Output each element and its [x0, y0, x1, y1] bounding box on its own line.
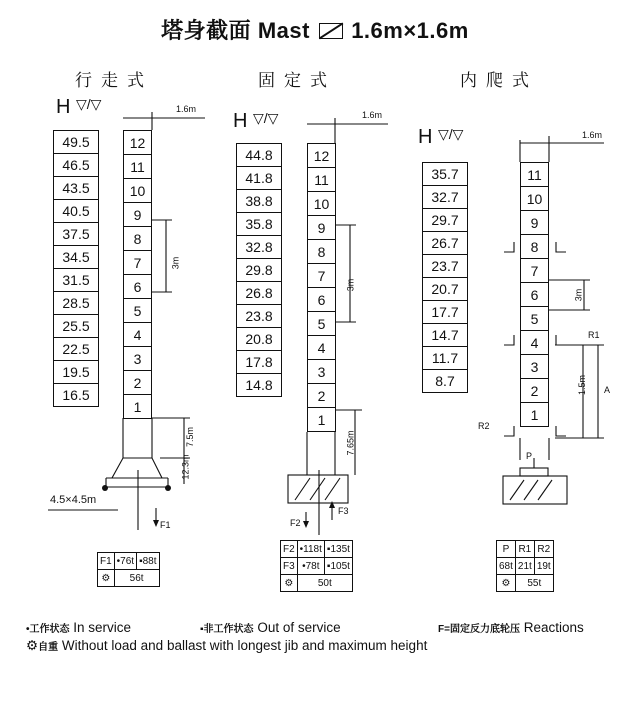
table-cell: 29.8 [237, 259, 282, 282]
table-cell: 17.7 [423, 301, 468, 324]
table-cell: 1 [521, 403, 549, 427]
table-cell: 1 [308, 408, 336, 432]
table-cell: 20.8 [237, 328, 282, 351]
walking-reaction-table: F1 •76t ▪88t ⚙ 56t [97, 552, 160, 587]
fixed-force-f3: F3 [338, 506, 349, 516]
table-cell: 10 [521, 187, 549, 211]
table-cell: 11 [308, 168, 336, 192]
self-weight-icon: ⚙ [281, 575, 298, 592]
fixed-reaction-table: F2 •118t ▪135t F3 •78t ▪105t ⚙ 50t [280, 540, 353, 592]
table-cell: 11 [124, 155, 152, 179]
table-cell: 1 [124, 395, 152, 419]
table-cell: 8 [124, 227, 152, 251]
climbing-label-a: A [604, 385, 611, 395]
table-cell: 11.7 [423, 347, 468, 370]
table-cell: 3 [308, 360, 336, 384]
legend-self-weight: ⚙自重 Without load and ballast with longest jib and maximum height [26, 638, 428, 653]
self-weight-icon: ⚙ [26, 638, 39, 653]
table-cell: 43.5 [54, 177, 99, 200]
table-cell: 49.5 [54, 131, 99, 154]
table-cell: 26.8 [237, 282, 282, 305]
walking-height-label: H ▽/▽ [56, 96, 102, 118]
table-cell: 9 [521, 211, 549, 235]
self-weight-icon: ⚙ [98, 570, 115, 587]
table-cell: 14.7 [423, 324, 468, 347]
walking-base-dim-1: 7.5m [185, 426, 196, 448]
table-cell: 2 [308, 384, 336, 408]
table-cell: 7 [521, 259, 549, 283]
climbing-r2-label: R2 [478, 421, 490, 431]
walking-section-dim: 3m [170, 256, 181, 270]
fixed-width-dim: 1.6m [362, 110, 383, 120]
table-cell: 4 [308, 336, 336, 360]
climbing-section-dim: 3m [573, 288, 584, 302]
table-cell: 23.8 [237, 305, 282, 328]
table-cell: 26.7 [423, 232, 468, 255]
legend-in-service: •工作状态 In service [26, 620, 132, 635]
walking-force-label: F1 [160, 520, 171, 530]
walking-base-size: 4.5×4.5m [50, 494, 97, 506]
table-cell: 4 [124, 323, 152, 347]
table-cell: 12 [308, 144, 336, 168]
climbing-15m-dim: 1.5m [577, 374, 588, 396]
table-cell: 10 [308, 192, 336, 216]
table-cell: 29.7 [423, 209, 468, 232]
table-cell: 8 [308, 240, 336, 264]
climbing-p-label: P [526, 451, 533, 461]
table-cell: 6 [308, 288, 336, 312]
table-cell: 7 [124, 251, 152, 275]
table-cell: 23.7 [423, 255, 468, 278]
table-cell: 3 [521, 355, 549, 379]
fixed-force-f2: F2 [290, 518, 301, 528]
table-cell: 16.5 [54, 384, 99, 407]
table-cell: 40.5 [54, 200, 99, 223]
table-cell: 31.5 [54, 269, 99, 292]
table-cell: 19.5 [54, 361, 99, 384]
table-cell: 32.7 [423, 186, 468, 209]
climbing-r1-label: R1 [588, 330, 600, 340]
table-cell: 11 [521, 163, 549, 187]
table-cell: 22.5 [54, 338, 99, 361]
table-cell: 2 [124, 371, 152, 395]
fixed-height-label: H ▽/▽ [233, 110, 279, 132]
table-cell: 3 [124, 347, 152, 371]
hook-icon: ▽/▽ [438, 126, 464, 142]
fixed-base-dim: 7.65m [345, 430, 356, 456]
table-cell: 35.7 [423, 163, 468, 186]
table-cell: 9 [124, 203, 152, 227]
table-cell: 37.5 [54, 223, 99, 246]
climbing-reaction-table: P R1 R2 68t 21t 19t ⚙ 55t [496, 540, 554, 592]
table-cell: 28.5 [54, 292, 99, 315]
walking-title: 行走式 [75, 71, 153, 90]
table-cell: 8 [521, 235, 549, 259]
table-cell: 12 [124, 131, 152, 155]
hook-icon: ▽/▽ [76, 96, 102, 112]
table-cell: 41.8 [237, 167, 282, 190]
table-cell: 25.5 [54, 315, 99, 338]
table-cell: 38.8 [237, 190, 282, 213]
climbing-width-dim: 1.6m [582, 130, 603, 140]
table-cell: 32.8 [237, 236, 282, 259]
table-cell: 6 [124, 275, 152, 299]
table-cell: 7 [308, 264, 336, 288]
table-cell: 17.8 [237, 351, 282, 374]
table-cell: 20.7 [423, 278, 468, 301]
legend-out-of-service: ▪非工作状态 Out of service [200, 620, 341, 635]
walking-base-dim-2: 12.3m [180, 454, 191, 480]
walking-width-dim: 1.6m [176, 104, 197, 114]
table-cell: 5 [308, 312, 336, 336]
fixed-section-dim: 3m [345, 278, 356, 292]
legend-reactions: F=固定反力底轮压 Reactions [438, 620, 584, 635]
hook-icon: ▽/▽ [253, 110, 279, 126]
table-cell: 46.5 [54, 154, 99, 177]
self-weight-icon: ⚙ [497, 575, 516, 592]
table-cell: 5 [521, 307, 549, 331]
fixed-title: 固定式 [258, 71, 336, 90]
page-title: 塔身截面 Mast 1.6m×1.6m [161, 18, 469, 43]
table-cell: 10 [124, 179, 152, 203]
climbing-height-label: H ▽/▽ [418, 126, 464, 148]
table-cell: 14.8 [237, 374, 282, 397]
table-cell: 35.8 [237, 213, 282, 236]
table-cell: 8.7 [423, 370, 468, 393]
table-cell: 9 [308, 216, 336, 240]
climbing-title: 内爬式 [460, 71, 538, 90]
table-cell: 44.8 [237, 144, 282, 167]
table-cell: 4 [521, 331, 549, 355]
table-cell: 34.5 [54, 246, 99, 269]
table-cell: 6 [521, 283, 549, 307]
table-cell: 2 [521, 379, 549, 403]
table-cell: 5 [124, 299, 152, 323]
